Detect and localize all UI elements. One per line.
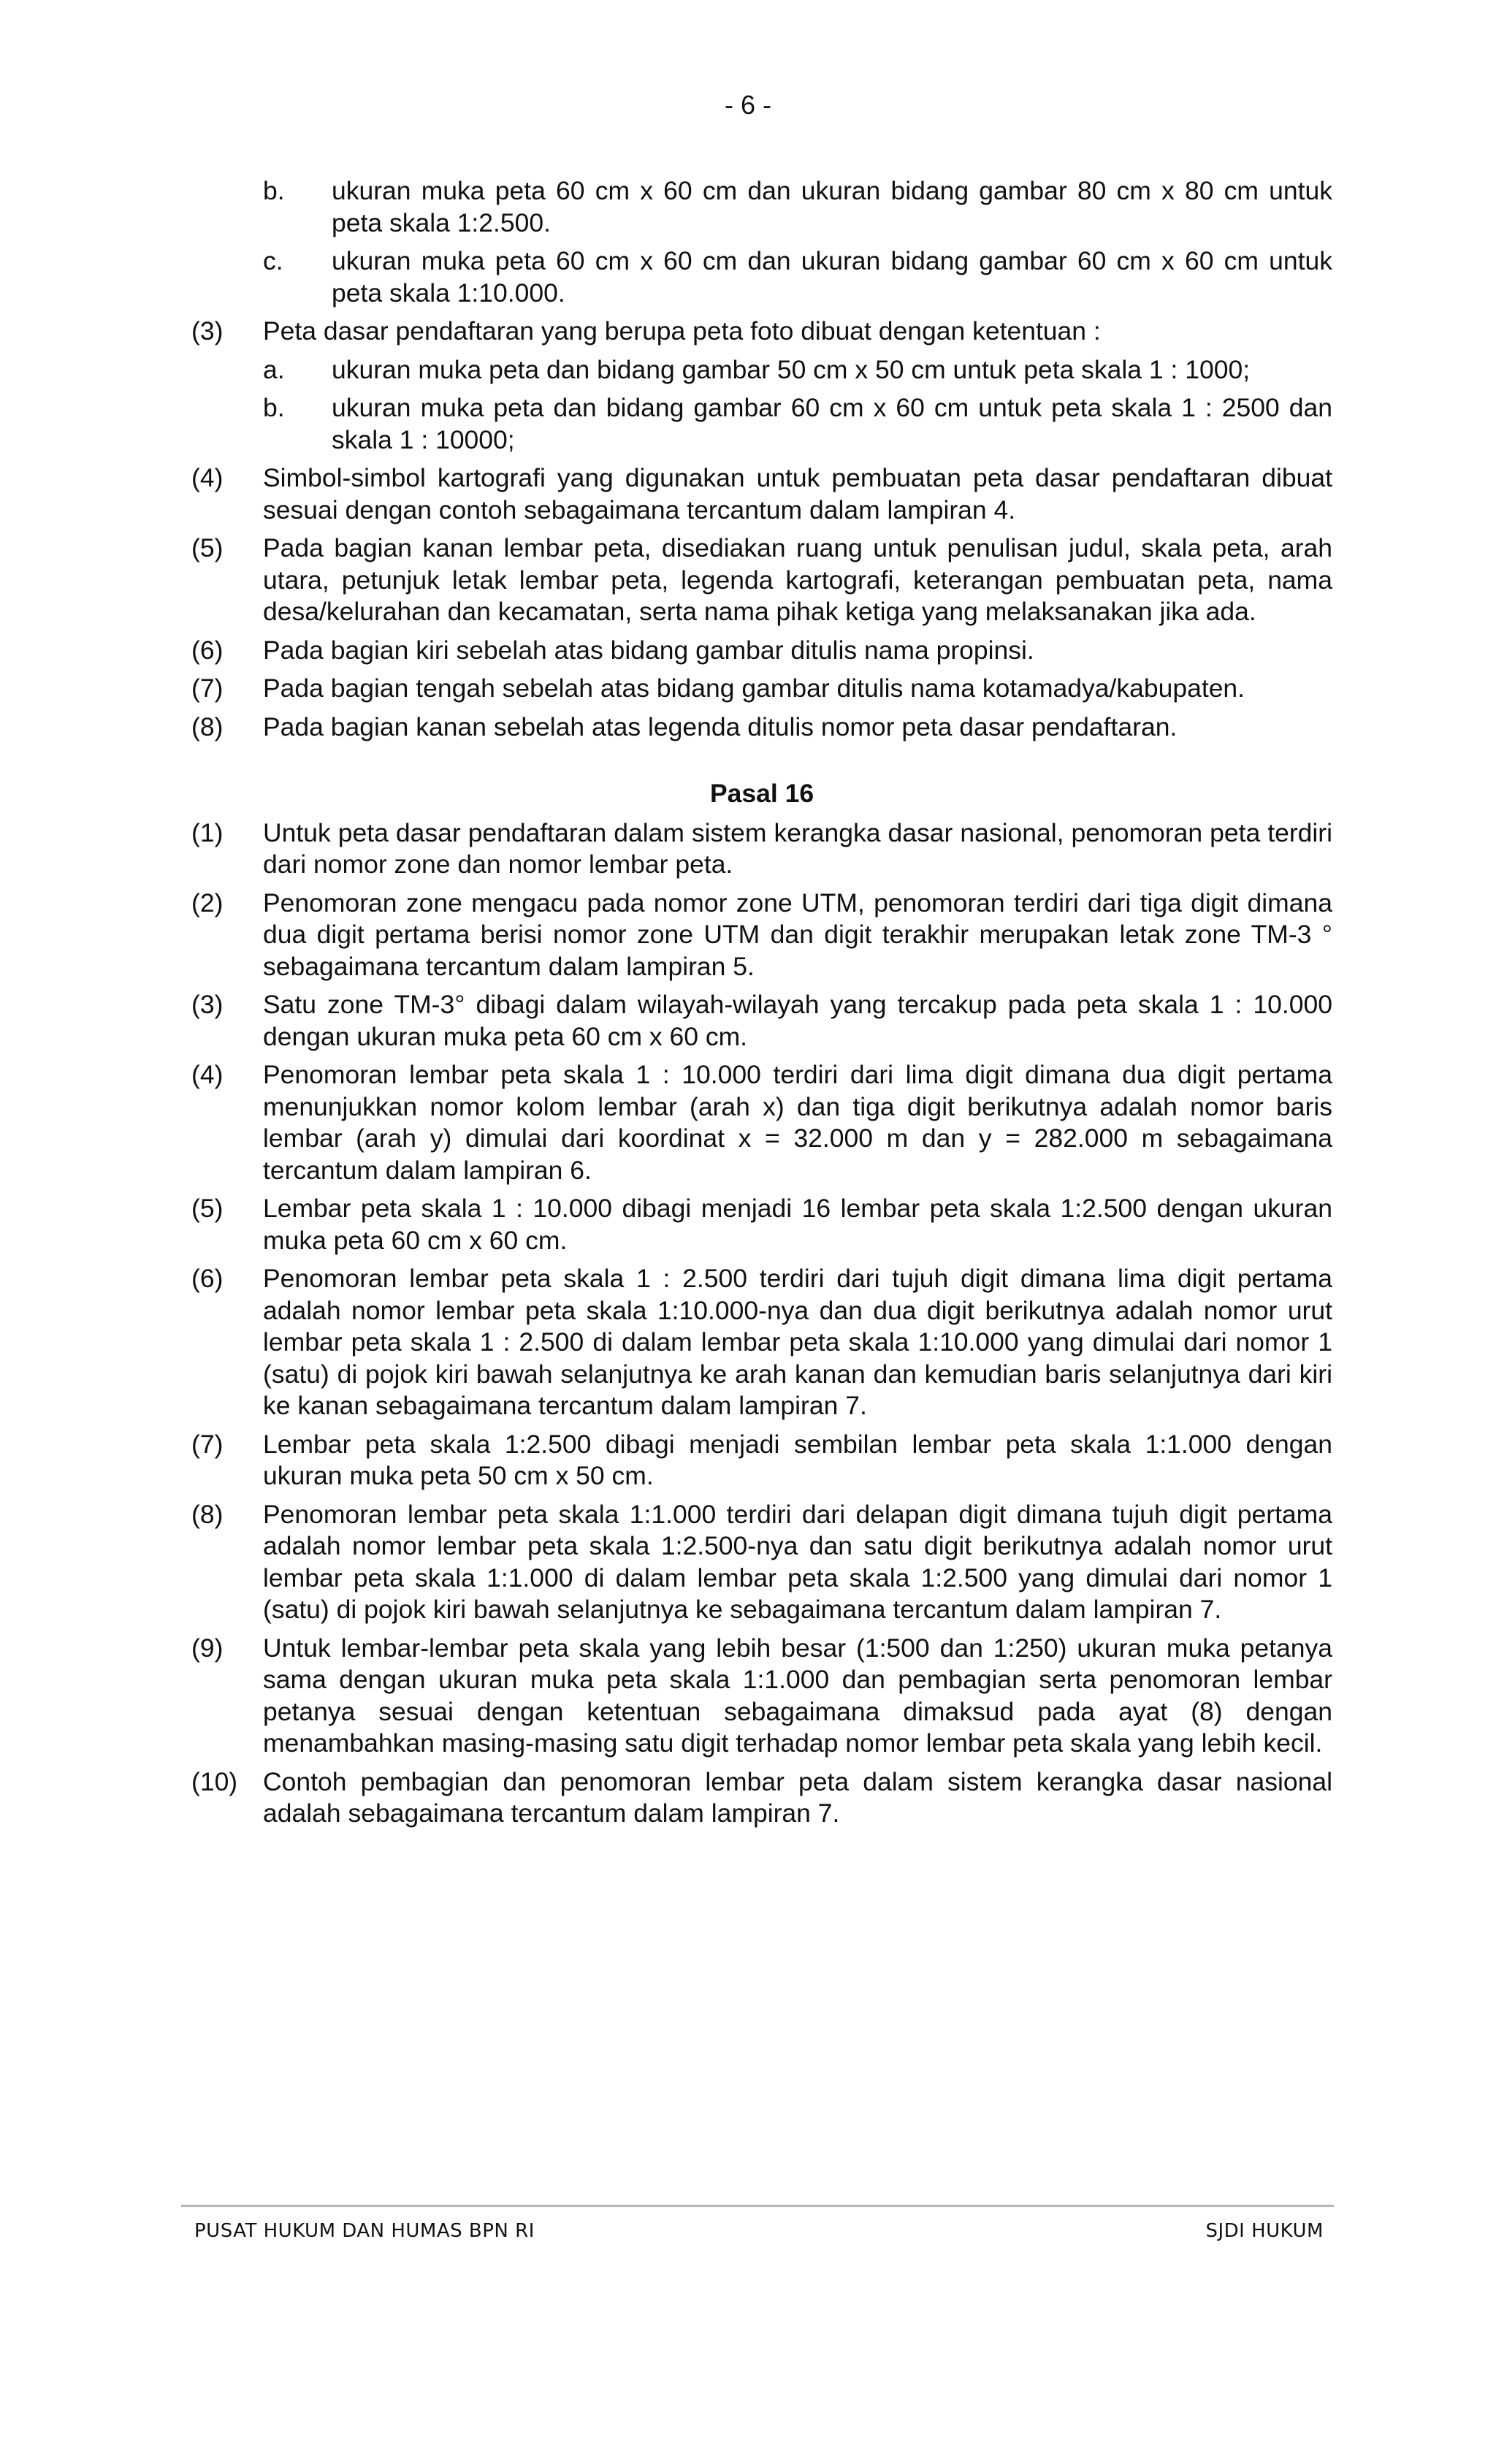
paragraph-3: [191, 316, 1332, 456]
paragraph-number: (1): [191, 817, 224, 847]
page-number: - 6 -: [724, 90, 771, 120]
item-letter: b.: [263, 176, 285, 205]
paragraph-text: Pada bagian kiri sebelah atas bidang gambar ditulis nama propinsi.: [263, 635, 1034, 665]
paragraph-text: Satu zone TM-3° dibagi dalam wilayah-wilayah yang tercakup pada peta skala 1 : 10.000 dengan ukuran muka peta 60 cm x 60 cm.: [263, 990, 1332, 1051]
paragraph-text: Penomoran lembar peta skala 1:1.000 terdiri dari delapan digit dimana tujuh digit pertama adalah nomor lembar peta skala 1:2.500-nya dan satu digit berikutnya adalah nomor urut lembar peta skala 1:1.000 di dalam lembar peta skala 1:2.500 yang dimulai dari nomor 1 (satu) di pojok kiri bawah selanjutnya ke sebagaimana tercantum dalam lampiran 7.: [263, 1499, 1332, 1624]
paragraph-number: (6): [191, 1264, 224, 1293]
paragraph-text: Penomoran zone mengacu pada nomor zone UTM, penomoran terdiri dari tiga digit dimana dua digit pertama berisi nomor zone UTM dan digit terakhir merupakan letak zone TM-3 ° sebagaimana tercantum dalam lampiran 5.: [263, 888, 1332, 981]
footer-right-text: SJDI HUKUM: [1205, 2220, 1324, 2242]
paragraph-number: (10): [191, 1766, 238, 1796]
pasal-16-paragraph-5: [191, 1193, 1332, 1256]
item-text: ukuran muka peta 60 cm x 60 cm dan ukuran bidang gambar 60 cm x 60 cm untuk peta skala 1:10.000.: [332, 246, 1332, 308]
paragraph-4: [191, 462, 1332, 526]
paragraph-text: Contoh pembagian dan penomoran lembar peta dalam sistem kerangka dasar nasional adalah sebagaimana tercantum dalam lampiran 7.: [263, 1766, 1332, 1828]
footer-divider: [181, 2205, 1334, 2207]
footer-left-text: PUSAT HUKUM DAN HUMAS BPN RI: [194, 2220, 535, 2242]
pasal-16-paragraph-2: [191, 888, 1332, 983]
paragraph-text: Peta dasar pendaftaran yang berupa peta foto dibuat dengan ketentuan :: [263, 316, 1101, 346]
paragraph-number: (4): [191, 1060, 224, 1089]
paragraph-number: (9): [191, 1633, 224, 1663]
list-item: [263, 175, 1332, 239]
paragraph-text: Untuk lembar-lembar peta skala yang lebih besar (1:500 dan 1:250) ukuran muka petanya sama dengan ukuran muka peta skala 1:1.000 dan pembagian serta penomoran lembar petanya sesuai dengan ketentuan sebagaimana dimaksud pada ayat (8) dengan menambahkan masing-masing satu digit terhadap nomor lembar peta skala yang lebih kecil.: [263, 1633, 1332, 1758]
paragraph-7: [191, 673, 1332, 705]
paragraph-number: (8): [191, 712, 224, 741]
paragraph-text: Lembar peta skala 1 : 10.000 dibagi menjadi 16 lembar peta skala 1:2.500 dengan ukuran muka peta 60 cm x 60 cm.: [263, 1194, 1332, 1255]
sub-list: [263, 354, 1332, 457]
pasal-16-paragraph-6: [191, 1263, 1332, 1422]
paragraph-5: [191, 533, 1332, 628]
paragraph-number: (7): [191, 1429, 224, 1459]
list-item: [263, 354, 1332, 386]
paragraph-text: Simbol-simbol kartografi yang digunakan untuk pembuatan peta dasar pendaftaran dibuat sesuai dengan contoh sebagaimana tercantum dalam lampiran 4.: [263, 463, 1332, 525]
paragraph-number: (4): [191, 463, 224, 492]
paragraph-text: Untuk peta dasar pendaftaran dalam sistem kerangka dasar nasional, penomoran peta terdiri dari nomor zone dan nomor lembar peta.: [263, 817, 1332, 879]
item-text: ukuran muka peta 60 cm x 60 cm dan ukuran bidang gambar 80 cm x 80 cm untuk peta skala 1:2.500.: [332, 176, 1332, 237]
paragraph-text: Lembar peta skala 1:2.500 dibagi menjadi sembilan lembar peta skala 1:1.000 dengan ukuran muka peta 50 cm x 50 cm.: [263, 1429, 1332, 1490]
paragraph-number: (5): [191, 1194, 224, 1223]
item-text: ukuran muka peta dan bidang gambar 60 cm x 60 cm untuk peta skala 1 : 2500 dan skala 1 : 10000;: [332, 393, 1332, 454]
item-letter: c.: [263, 246, 283, 275]
pasal-16-paragraph-1: [191, 817, 1332, 881]
paragraph-6: [191, 635, 1332, 667]
paragraph-number: (5): [191, 533, 224, 562]
paragraph-number: (3): [191, 316, 224, 346]
continued-sub-list: [263, 175, 1332, 309]
paragraph-text: Pada bagian kanan sebelah atas legenda ditulis nomor peta dasar pendaftaran.: [263, 712, 1178, 741]
document-body: [191, 175, 1332, 1836]
paragraph-text: Penomoran lembar peta skala 1 : 2.500 terdiri dari tujuh digit dimana lima digit pertama adalah nomor lembar peta skala 1:10.000-nya dan dua digit berikutnya adalah nomor urut lembar peta skala 1 : 2.500 di dalam lembar peta skala 1:10.000 yang dimulai dari nomor 1 (satu) di pojok kiri bawah selanjutnya ke arah kanan dan kemudian baris selanjutnya dari kiri ke kanan sebagaimana tercantum dalam lampiran 7.: [263, 1264, 1332, 1420]
item-text: ukuran muka peta dan bidang gambar 50 cm x 50 cm untuk peta skala 1 : 1000;: [332, 354, 1251, 384]
item-letter: b.: [263, 393, 285, 422]
item-letter: a.: [263, 354, 285, 384]
paragraph-number: (6): [191, 635, 224, 665]
paragraph-text: Pada bagian kanan lembar peta, disediakan ruang untuk penulisan judul, skala peta, arah utara, petunjuk letak lembar peta, legenda kartografi, keterangan pembuatan peta, nama desa/kelurahan dan kecamatan, serta nama pihak ketiga yang melaksanakan jika ada.: [263, 533, 1332, 626]
paragraph-number: (8): [191, 1499, 224, 1529]
pasal-16-paragraph-10: [191, 1766, 1332, 1830]
paragraph-text: Pada bagian tengah sebelah atas bidang gambar ditulis nama kotamadya/kabupaten.: [263, 674, 1245, 703]
pasal-16-paragraph-8: [191, 1499, 1332, 1626]
pasal-16-paragraph-9: [191, 1633, 1332, 1760]
paragraph-number: (2): [191, 888, 224, 918]
paragraph-number: (3): [191, 990, 224, 1019]
pasal-16-paragraph-7: [191, 1429, 1332, 1492]
list-item: [263, 245, 1332, 309]
paragraph-number: (7): [191, 674, 224, 703]
pasal-16-paragraph-4: [191, 1059, 1332, 1186]
list-item: [263, 392, 1332, 456]
paragraph-8: [191, 712, 1332, 744]
section-heading: Pasal 16: [709, 779, 814, 808]
paragraph-text: Penomoran lembar peta skala 1 : 10.000 terdiri dari lima digit dimana dua digit pertama menunjukkan nomor kolom lembar (arah x) dan tiga digit berikutnya adalah nomor baris lembar (arah y) dimulai dari koordinat x = 32.000 m dan y = 282.000 m sebagaimana tercantum dalam lampiran 6.: [263, 1060, 1332, 1185]
pasal-16-paragraph-3: [191, 989, 1332, 1053]
